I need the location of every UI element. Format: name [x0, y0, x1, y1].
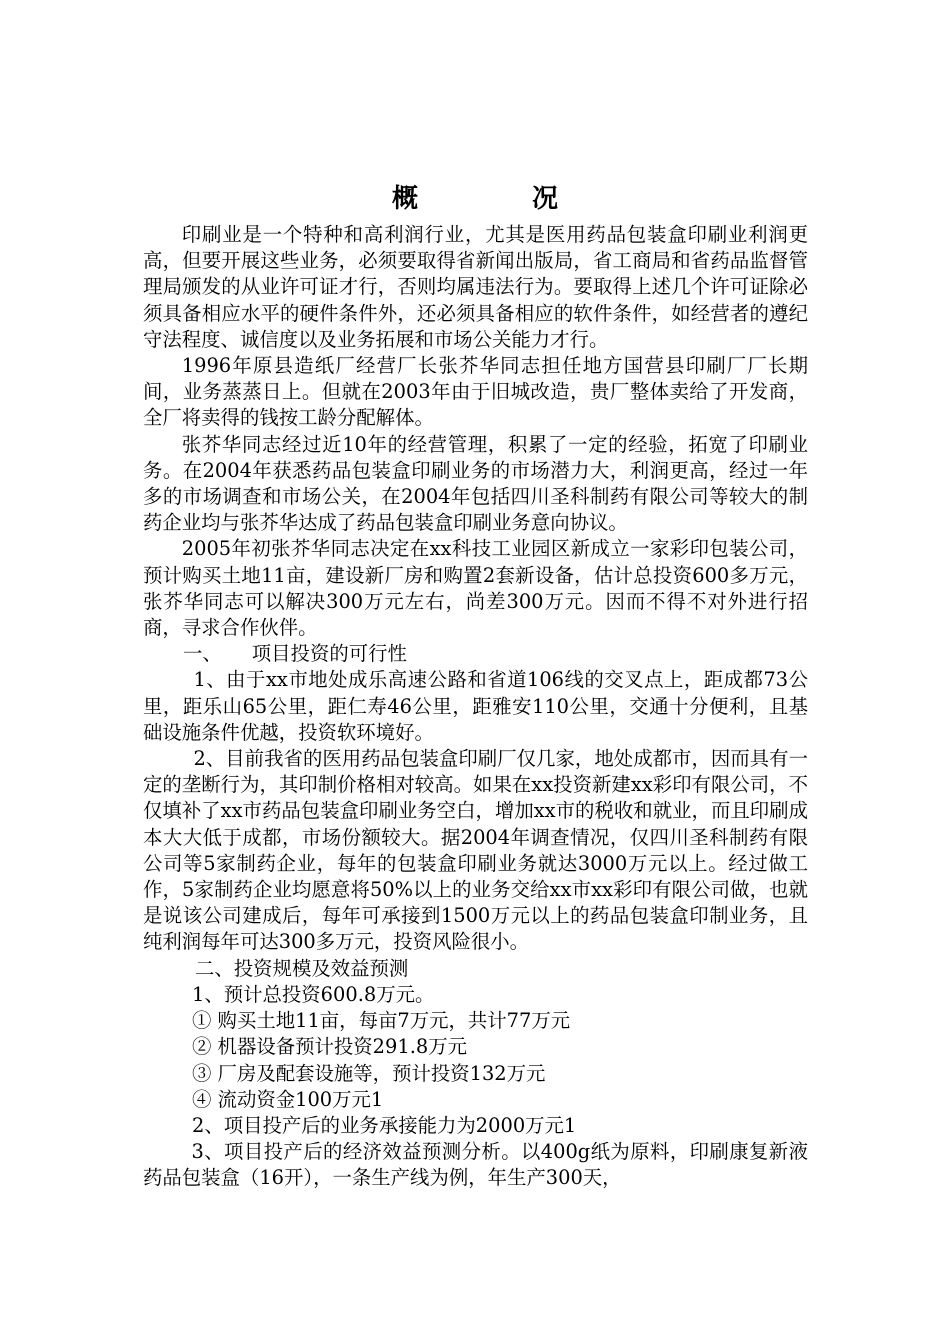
section-one-title: 项目投资的可行性: [251, 642, 407, 666]
section-one-paragraph-1: 1、由于xx市地处成乐高速公路和省道106线的交叉点上，距成都73公里，距乐山65公里，距仁寿46公里，距雅安110公里，交通十分便利，且基础设施条件优越，投资软环境好。: [143, 668, 808, 744]
intro-paragraph-2: 1996年原县造纸厂经营厂长张芥华同志担任地方国营县印刷厂厂长期间，业务蒸蒸日上。但就在2003年由于旧城改造，贵厂整体卖给了开发商，全厂将卖得的钱按工龄分配解体。: [143, 354, 808, 430]
intro-paragraph-3: 张芥华同志经过近10年的经营管理，积累了一定的经验，拓宽了印刷业务。在2004年获悉药品包装盒印刷业务的市场潜力大，利润更高，经过一年多的市场调查和市场公关，在2004年包括四川圣科制药有限公司等较大的制药企业均与张芥华达成了药品包装盒印刷业务意向协议。: [143, 432, 808, 535]
section-two-item-3: 3、项目投产后的经济效益预测分析。以400g纸为原料，印刷康复新液药品包装盒（16开），一条生产线为例，年生产300天，: [143, 1140, 808, 1190]
section-one-heading: [143, 641, 808, 667]
intro-paragraph-1: 印刷业是一个特种和高利润行业，尤其是医用药品包装盒印刷业利润更高，但要开展这些业务，必须要取得省新闻出版局，省工商局和省药品监督管理局颁发的从业许可证才行，否则均属违法行为。要取得上述几个许可证除必须具备相应水平的硬件条件外，还必须具备相应的软件条件，如经营者的遵纪守法程度、诚信度以及业务拓展和市场公关能力才行。: [143, 223, 808, 351]
document-body: [143, 222, 808, 1192]
section-two-heading: 二、投资规模及效益预测: [195, 956, 409, 980]
section-two-sub-item-4: ④ 流动资金100万元1: [192, 1087, 384, 1111]
section-one-number: 一、: [183, 642, 222, 666]
section-two-sub-item-1: ① 购买土地11亩，每亩7万元，共计77万元: [192, 1009, 571, 1033]
section-two-item-1: 1、预计总投资600.8万元。: [192, 982, 435, 1006]
intro-paragraph-4: 2005年初张芥华同志决定在xx科技工业园区新成立一家彩印包装公司，预计购买土地11亩，建设新厂房和购置2套新设备，估计总投资600多万元，张芥华同志可以解决300万元左右，尚差300万元。因而不得不对外进行招商，寻求合作伙伴。: [143, 537, 808, 640]
section-two-sub-item-3: ③ 厂房及配套设施等，预计投资132万元: [192, 1061, 546, 1085]
section-two-sub-item-2: ② 机器设备预计投资291.8万元: [192, 1035, 467, 1059]
section-two-item-2: 2、项目投产后的业务承接能力为2000万元1: [192, 1113, 577, 1137]
page-title: 概 况: [391, 184, 602, 214]
section-one-paragraph-2: 2、目前我省的医用药品包装盒印刷厂仅几家，地处成都市，因而具有一定的垄断行为，其印制价格相对较高。如果在xx投资新建xx彩印有限公司，不仅填补了xx市药品包装盒印刷业务空白，增加xx市的税收和就业，而且印刷成本大大低于成都，市场份额较大。据2004年调查情况，仅四川圣科制药有限公司等5家制药企业，每年的包装盒印刷业务就达3000万元以上。经过做工作，5家制药企业均愿意将50%以上的业务交给xx市xx彩印有限公司做，也就是说该公司建成后，每年可承接到1500万元以上的药品包装盒印制业务，且纯利润每年可达300多万元，投资风险很小。: [143, 747, 808, 954]
